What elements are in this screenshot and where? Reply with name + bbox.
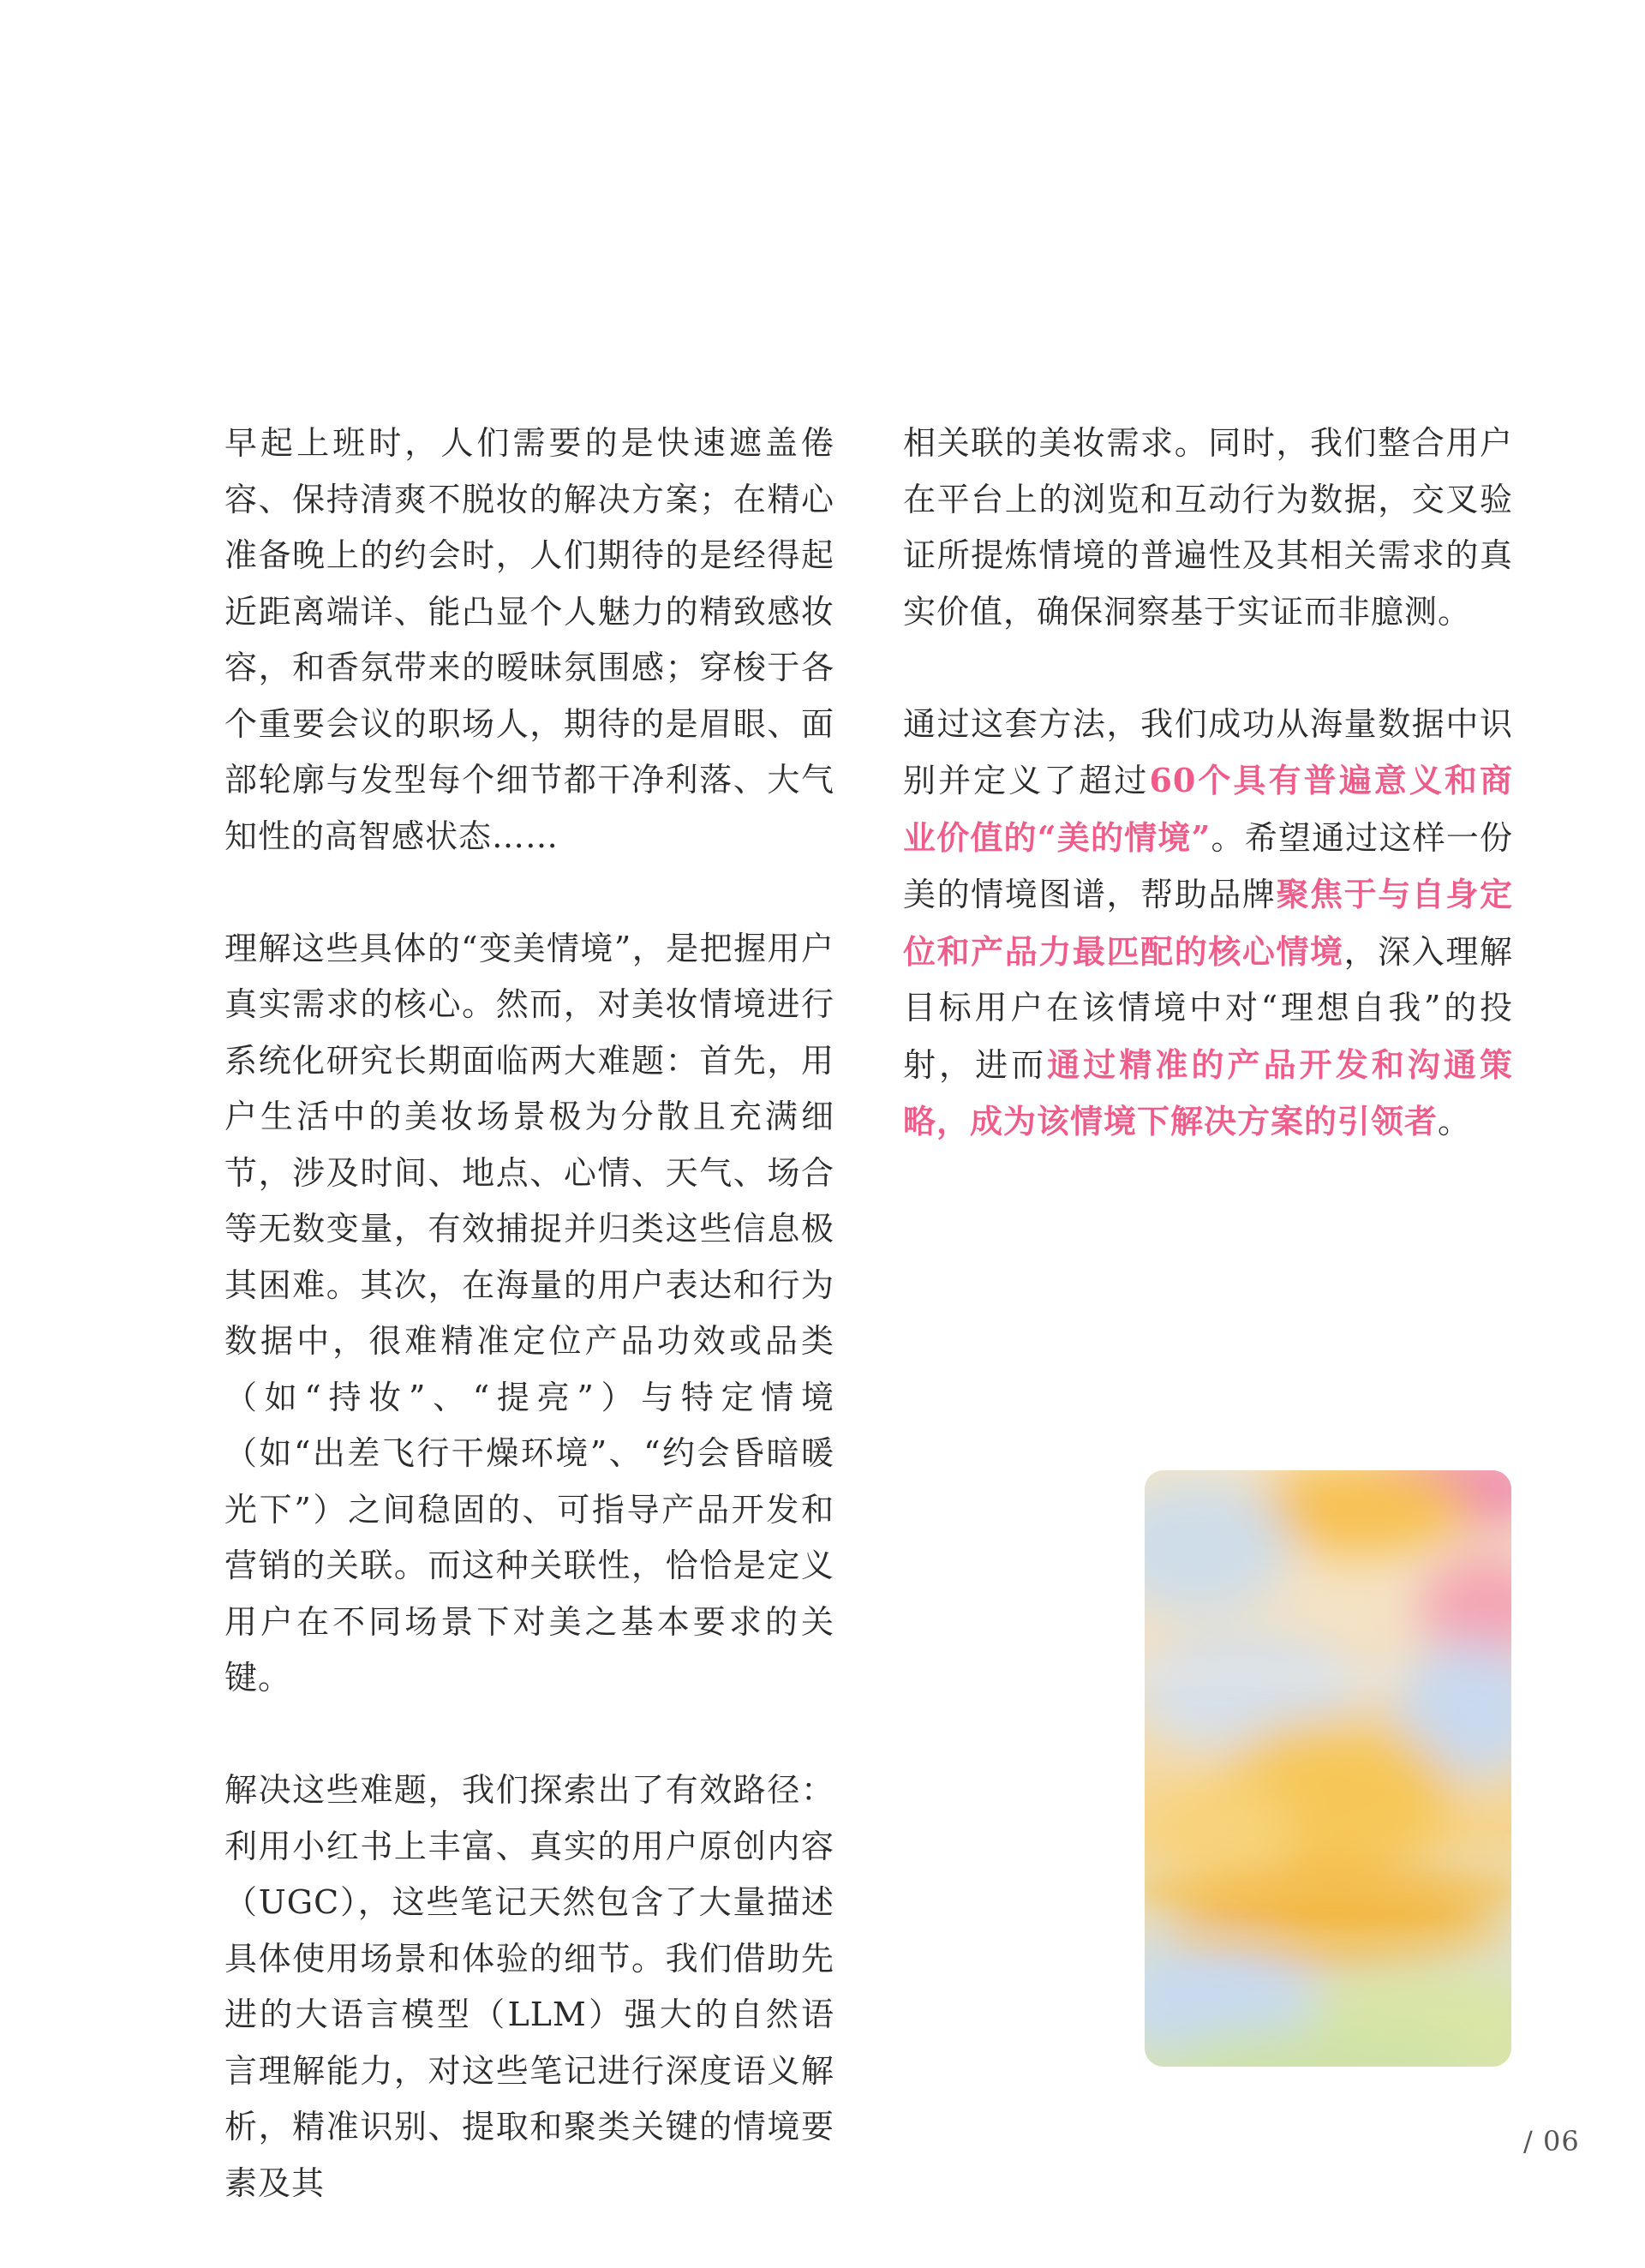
highlight-text: 60个具有普遍意义和商业价值的“美的情境” [903, 761, 1513, 857]
body-text: 。希望通过这样一份美的情境图谱，帮助品牌 [903, 818, 1513, 913]
decorative-gradient-image [1145, 1470, 1511, 2067]
body-text: 通过这套方法，我们成功从海量数据中识别并定义了超过 [903, 704, 1513, 799]
body-paragraph: 理解这些具体的“变美情境”，是把握用户真实需求的核心。然而，对美妆情境进行系统化研究长期面临两大难题：首先，用户生活中的美妆场景极为分散且充满细节，涉及时间、地点、心情、天气、场合等无数变量，有效捕捉并归类这些信息极其困难。其次，在海量的用户表达和行为数据中，很难精准定位产品功效或品类（如“持妆”、“提亮”）与特定情境（如“出差飞行干燥环境”、“约会昏暗暖光下”）之间稳固的、可指导产品开发和营销的关联。而这种关联性，恰恰是定义用户在不同场景下对美之基本要求的关键。 [224, 929, 834, 1697]
body-paragraph: 早起上班时，人们需要的是快速遮盖倦容、保持清爽不脱妆的解决方案；在精心准备晚上的约会时，人们期待的是经得起近距离端详、能凸显个人魅力的精致感妆容，和香氛带来的暧昧氛围感；穿梭于各个重要会议的职场人，期待的是眉眼、面部轮廓与发型每个细节都干净利落、大气知性的高智感状态…… [224, 424, 834, 855]
body-text: ，深入理解目标用户在该情境中对“理想自我”的投射，进而 [903, 932, 1513, 1084]
body-paragraph: 相关联的美妆需求。同时，我们整合用户在平台上的浏览和互动行为数据，交叉验证所提炼情境的普遍性及其相关需求的真实价值，确保洞察基于实证而非臆测。 [903, 424, 1513, 631]
right-column [903, 416, 1513, 1206]
highlight-text: 聚焦于与自身定位和产品力最匹配的核心情境 [903, 875, 1513, 971]
highlight-text: 通过精准的产品开发和沟通策略，成为该情境下解决方案的引领者 [903, 1044, 1513, 1140]
left-column [224, 416, 834, 2268]
gradient-artwork [1145, 1470, 1511, 2067]
body-paragraph: 解决这些难题，我们探索出了有效路径：利用小红书上丰富、真实的用户原创内容（UGC），这些笔记天然包含了大量描述具体使用场景和体验的细节。我们借助先进的大语言模型（LLM）强大的自然语言理解能力，对这些笔记进行深度语义解析，精准识别、提取和聚类关键的情境要素及其 [224, 1771, 834, 2202]
page-number: / 06 [1523, 2125, 1580, 2157]
body-text: 。 [1438, 1103, 1472, 1140]
body-paragraph-highlighted [903, 697, 1513, 1151]
